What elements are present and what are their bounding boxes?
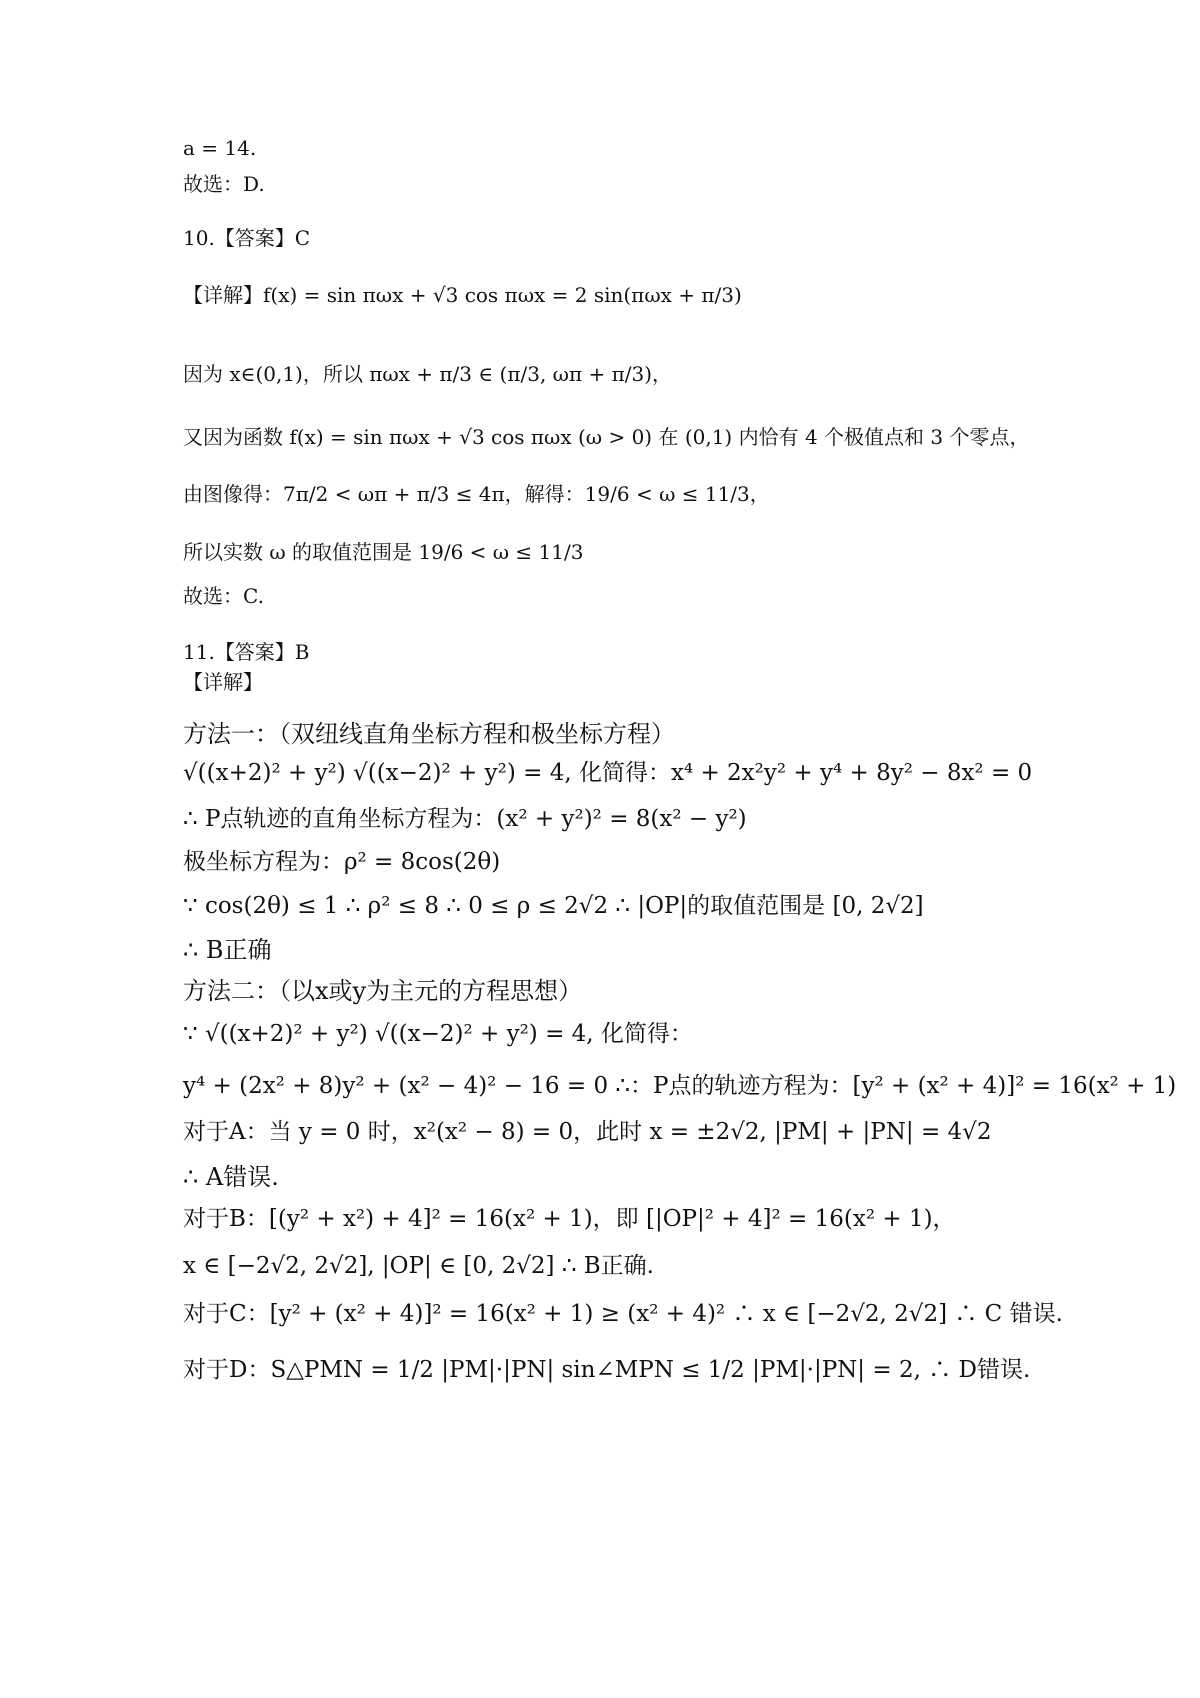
text-line: 由图像得：7π/2 < ωπ + π/3 ≤ 4π，解得：19/6 < ω ≤ 11/3， (183, 482, 770, 506)
text-line: 方法二：（以x或y为主元的方程思想） (183, 977, 583, 1005)
text-line: ∵ cos(2θ) ≤ 1 ∴ ρ² ≤ 8 ∴ 0 ≤ ρ ≤ 2√2 ∴ |OP|的取值范围是 [0, 2√2] (183, 893, 924, 919)
text-line: x ∈ [−2√2, 2√2], |OP| ∈ [0, 2√2] ∴ B正确. (183, 1253, 654, 1279)
text-line: 又因为函数 f(x) = sin πωx + √3 cos πωx (ω > 0) 在 (0,1) 内恰有 4 个极值点和 3 个零点， (183, 425, 1030, 449)
text-line: 极坐标方程为：ρ² = 8cos(2θ) (183, 849, 501, 875)
text-line: ∴ P点轨迹的直角坐标方程为：(x² + y²)² = 8(x² − y²) (183, 806, 747, 832)
text-line: √((x+2)² + y²) √((x−2)² + y²) = 4, 化简得：x⁴ + 2x²y² + y⁴ + 8y² − 8x² = 0 (183, 760, 1033, 786)
text-line: 对于C：[y² + (x² + 4)]² = 16(x² + 1) ≥ (x² + 4)² ∴ x ∈ [−2√2, 2√2] ∴ C 错误. (183, 1301, 1063, 1327)
question-answer-heading: 11.【答案】B (183, 640, 310, 664)
text-line: 对于D：S△PMN = 1/2 |PM|·|PN| sin∠MPN ≤ 1/2 |PM|·|PN| = 2, ∴ D错误. (183, 1357, 1031, 1383)
question-answer-heading: 10.【答案】C (183, 226, 311, 250)
text-line: 【详解】f(x) = sin πωx + √3 cos πωx = 2 sin(πωx + π/3) (183, 283, 742, 307)
text-line: 所以实数 ω 的取值范围是 19/6 < ω ≤ 11/3 (183, 540, 584, 564)
text-line: ∴ A错误. (183, 1163, 279, 1191)
text-line: 对于A：当 y = 0 时，x²(x² − 8) = 0，此时 x = ±2√2, |PM| + |PN| = 4√2 (183, 1119, 992, 1145)
text-line: 故选：D. (183, 172, 265, 196)
text-line: 对于B：[(y² + x²) + 4]² = 16(x² + 1)，即 [|OP|² + 4]² = 16(x² + 1)， (183, 1206, 956, 1232)
text-line: 方法一：（双纽线直角坐标方程和极坐标方程） (183, 720, 675, 748)
text-line: 故选：C. (183, 584, 264, 608)
text-line: y⁴ + (2x² + 8)y² + (x² − 4)² − 16 = 0 ∴：P点的轨迹方程为：[y² + (x² + 4)]² = 16(x² + 1) (183, 1073, 1177, 1099)
text-line: 【详解】 (183, 670, 263, 694)
text-line: ∵ √((x+2)² + y²) √((x−2)² + y²) = 4, 化简得： (183, 1021, 693, 1047)
text-line: a = 14. (183, 136, 257, 160)
text-line: 因为 x∈(0,1)，所以 πωx + π/3 ∈ (π/3, ωπ + π/3)， (183, 362, 673, 386)
text-line: ∴ B正确 (183, 936, 272, 964)
